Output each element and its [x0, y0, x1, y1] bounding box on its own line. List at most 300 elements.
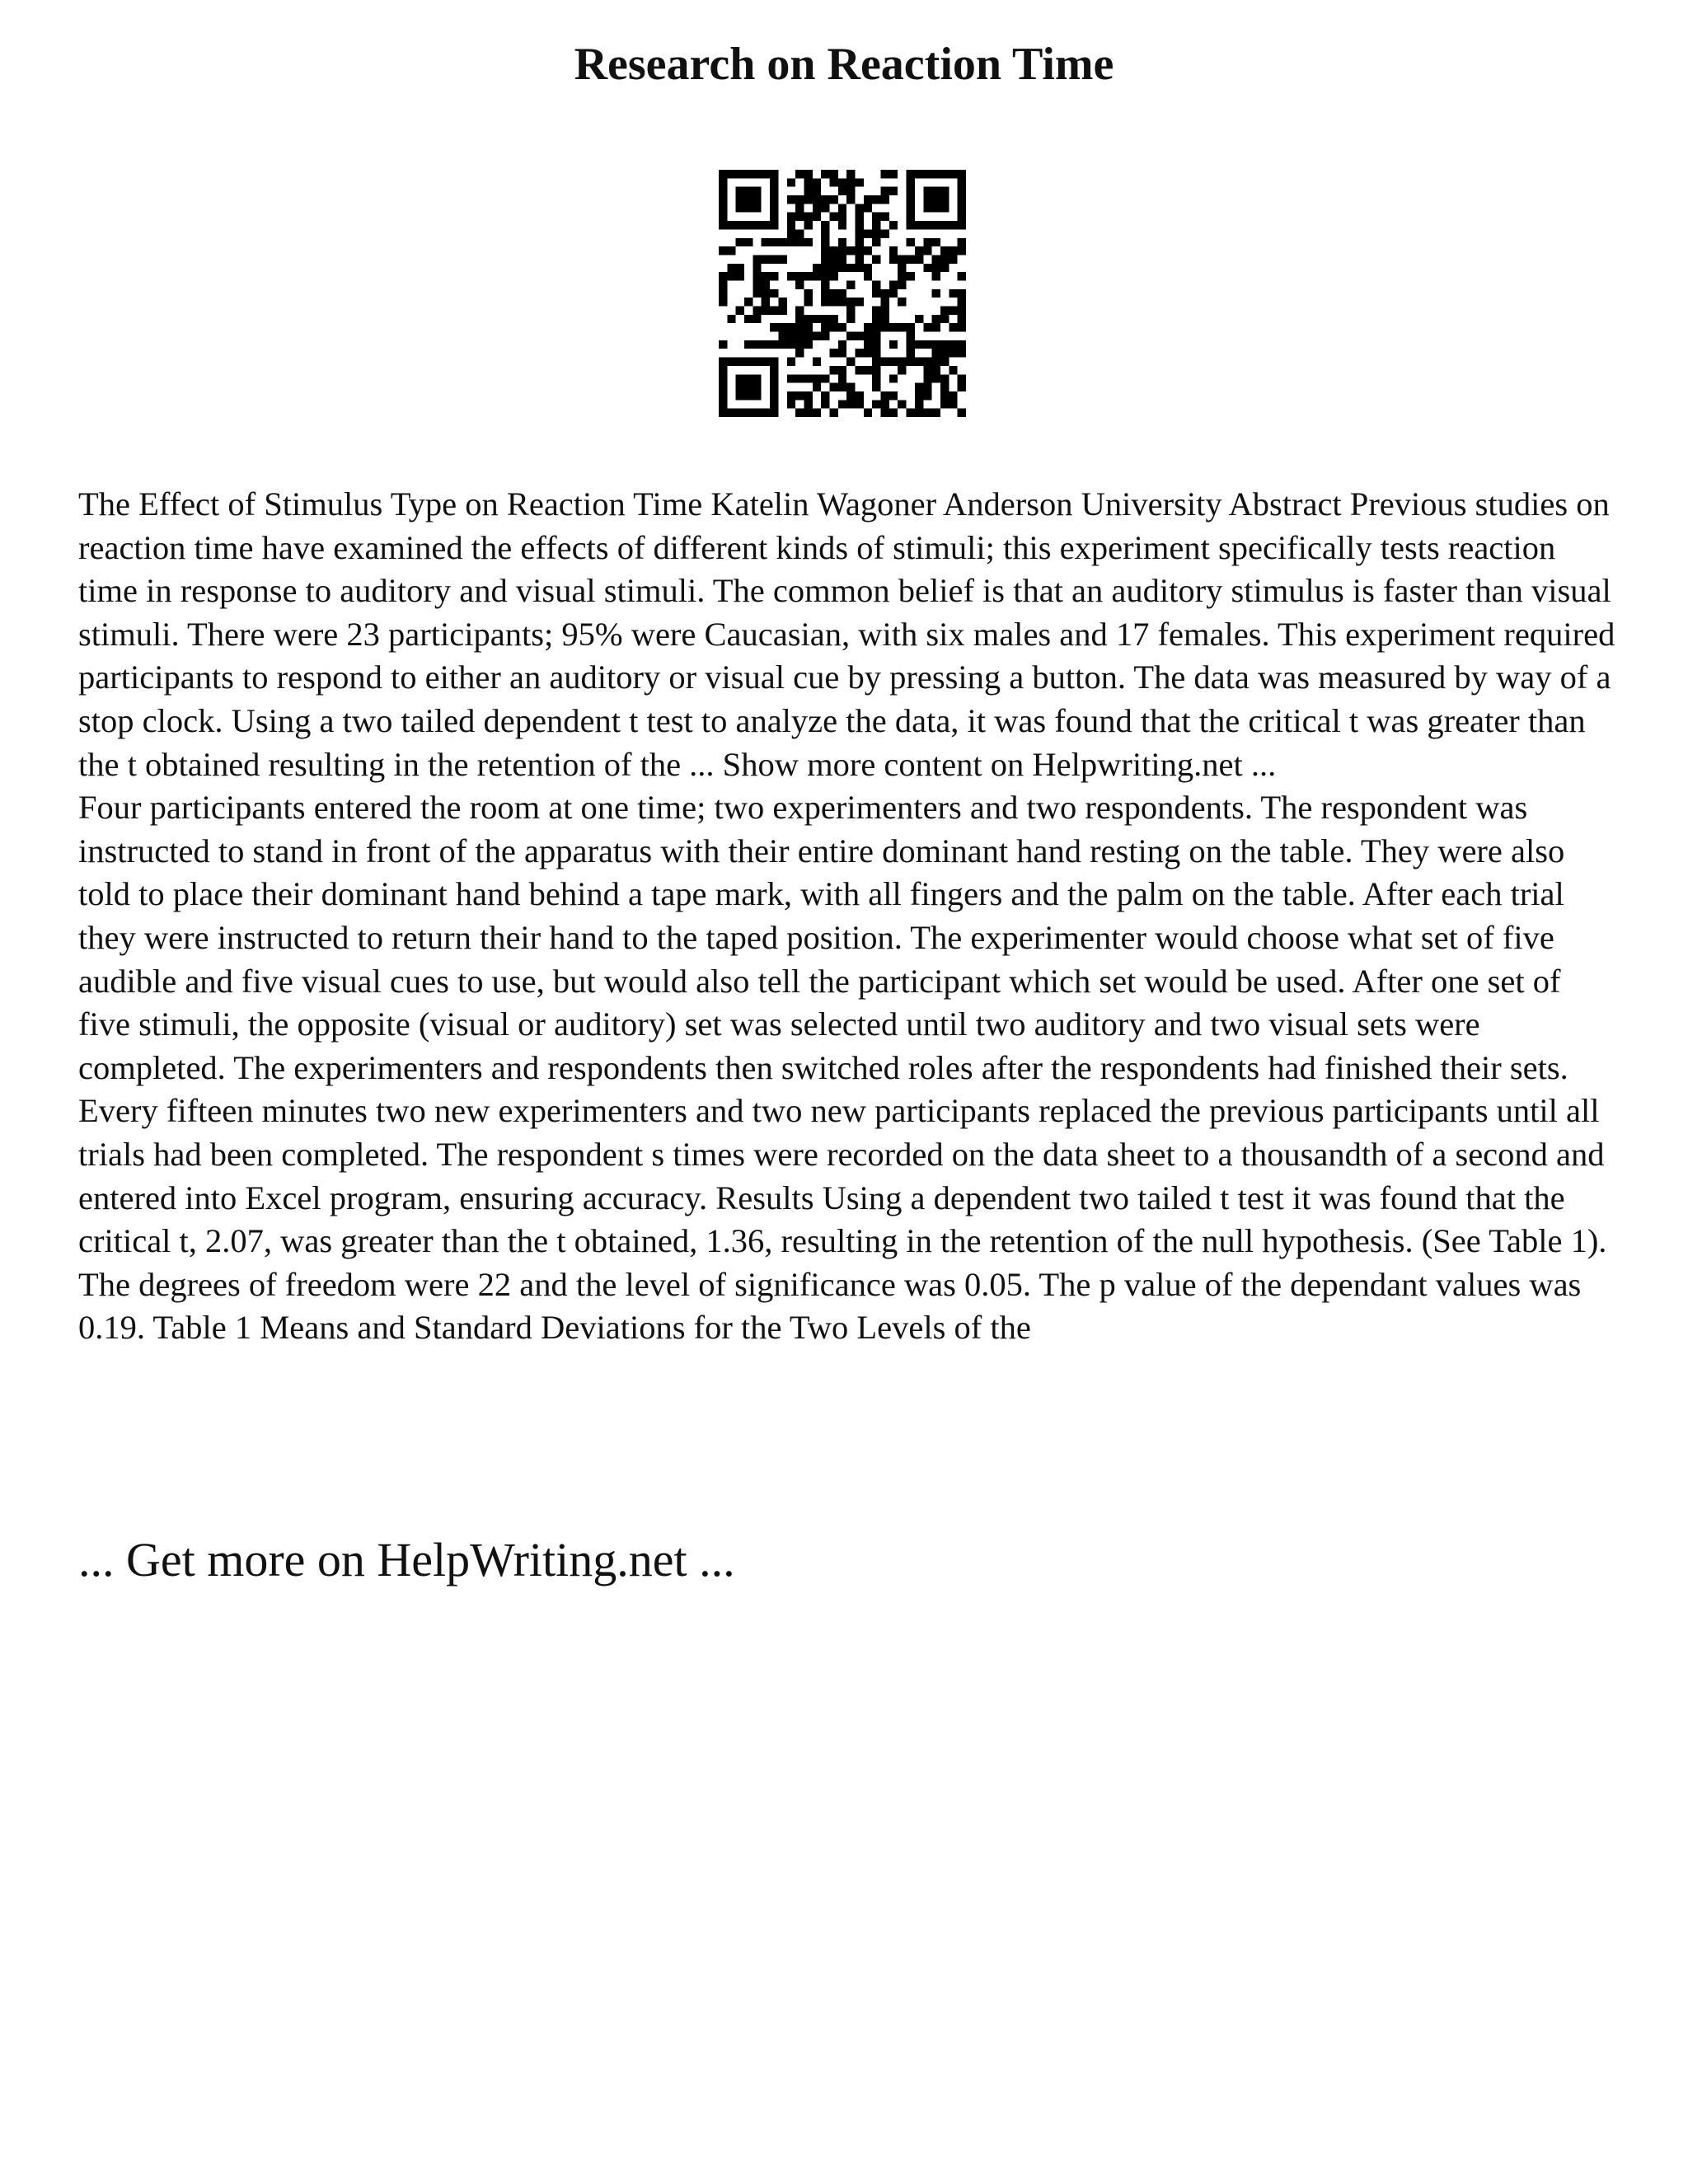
- qr-module: [864, 340, 872, 349]
- qr-module: [856, 246, 864, 255]
- qr-module: [762, 358, 770, 366]
- qr-module: [787, 213, 795, 221]
- qr-module: [795, 307, 804, 315]
- qr-module: [872, 238, 880, 246]
- qr-module: [864, 204, 872, 212]
- qr-module: [719, 358, 727, 366]
- qr-module: [940, 187, 949, 195]
- qr-module: [856, 264, 864, 272]
- qr-module: [736, 187, 744, 195]
- qr-module: [770, 340, 778, 349]
- qr-module: [889, 255, 898, 263]
- qr-module: [753, 221, 761, 229]
- qr-module: [864, 272, 872, 280]
- qr-module: [795, 213, 804, 221]
- qr-module: [958, 213, 966, 221]
- qr-module: [829, 349, 837, 357]
- qr-module: [787, 391, 795, 400]
- qr-module: [762, 298, 770, 306]
- qr-module: [907, 255, 915, 263]
- qr-module: [898, 400, 906, 408]
- qr-module: [727, 246, 735, 255]
- qr-module: [736, 409, 744, 417]
- qr-module: [804, 195, 812, 204]
- qr-module: [813, 204, 821, 212]
- qr-module: [770, 391, 778, 400]
- qr-module: [787, 340, 795, 349]
- qr-module: [889, 280, 898, 288]
- qr-module: [821, 323, 829, 331]
- qr-module: [881, 289, 889, 298]
- qr-module: [907, 187, 915, 195]
- qr-module: [736, 374, 744, 382]
- qr-module: [770, 366, 778, 374]
- qr-module: [856, 221, 864, 229]
- qr-module: [856, 298, 864, 306]
- qr-module: [872, 340, 880, 349]
- qr-module: [753, 255, 761, 263]
- qr-module: [958, 409, 966, 417]
- qr-module: [770, 195, 778, 204]
- qr-module: [795, 272, 804, 280]
- qr-module: [762, 307, 770, 315]
- qr-module: [719, 246, 727, 255]
- qr-module: [770, 383, 778, 391]
- qr-module: [727, 358, 735, 366]
- qr-module: [727, 315, 735, 323]
- qr-module: [753, 280, 761, 288]
- qr-module: [821, 170, 829, 178]
- qr-module: [744, 170, 753, 178]
- qr-module: [932, 323, 940, 331]
- qr-module: [838, 366, 846, 374]
- qr-module: [770, 204, 778, 212]
- qr-module: [838, 323, 846, 331]
- qr-module: [889, 289, 898, 298]
- qr-module: [719, 272, 727, 280]
- qr-module: [881, 400, 889, 408]
- qr-module: [940, 400, 949, 408]
- qr-module: [856, 391, 864, 400]
- qr-module: [881, 298, 889, 306]
- qr-module: [907, 409, 915, 417]
- qr-module: [753, 187, 761, 195]
- qr-module: [915, 383, 923, 391]
- qr-module: [907, 221, 915, 229]
- qr-module: [923, 383, 931, 391]
- qr-module: [795, 195, 804, 204]
- qr-module: [778, 340, 786, 349]
- qr-module: [762, 409, 770, 417]
- qr-module: [813, 383, 821, 391]
- qr-module: [932, 366, 940, 374]
- qr-module: [846, 187, 855, 195]
- qr-module: [821, 195, 829, 204]
- qr-module: [958, 187, 966, 195]
- qr-module: [932, 195, 940, 204]
- qr-module: [838, 374, 846, 382]
- qr-module: [856, 229, 864, 237]
- qr-module: [719, 280, 727, 288]
- qr-code-icon: [719, 170, 966, 417]
- qr-module: [744, 358, 753, 366]
- qr-module: [838, 264, 846, 272]
- qr-module: [778, 298, 786, 306]
- qr-module: [856, 366, 864, 374]
- qr-module: [744, 383, 753, 391]
- qr-module: [898, 264, 906, 272]
- qr-module: [872, 289, 880, 298]
- qr-module: [864, 229, 872, 237]
- qr-module: [753, 204, 761, 212]
- qr-module: [829, 255, 837, 263]
- qr-module: [949, 307, 957, 315]
- qr-module: [719, 391, 727, 400]
- qr-module: [770, 221, 778, 229]
- qr-module: [958, 221, 966, 229]
- qr-module: [940, 391, 949, 400]
- qr-module: [719, 409, 727, 417]
- qr-module: [856, 213, 864, 221]
- qr-module: [915, 391, 923, 400]
- qr-module: [846, 298, 855, 306]
- qr-module: [719, 289, 727, 298]
- qr-module: [813, 195, 821, 204]
- qr-module: [787, 332, 795, 340]
- qr-module: [923, 358, 931, 366]
- qr-module: [881, 213, 889, 221]
- qr-module: [795, 349, 804, 357]
- qr-module: [838, 298, 846, 306]
- qr-module: [753, 272, 761, 280]
- qr-module: [770, 187, 778, 195]
- qr-module: [915, 315, 923, 323]
- qr-module: [821, 280, 829, 288]
- qr-module: [770, 400, 778, 408]
- qr-module: [795, 323, 804, 331]
- qr-module: [787, 238, 795, 246]
- qr-module: [770, 409, 778, 417]
- qr-module: [923, 187, 931, 195]
- qr-module: [753, 374, 761, 382]
- qr-module: [787, 374, 795, 382]
- qr-module: [940, 349, 949, 357]
- qr-module: [813, 374, 821, 382]
- qr-module: [889, 340, 898, 349]
- qr-module: [846, 383, 855, 391]
- qr-module: [838, 204, 846, 212]
- qr-module: [949, 323, 957, 331]
- qr-module: [846, 170, 855, 178]
- qr-module: [795, 229, 804, 237]
- qr-module: [940, 358, 949, 366]
- qr-module: [872, 255, 880, 263]
- qr-module: [881, 229, 889, 237]
- qr-module: [787, 272, 795, 280]
- qr-module: [795, 238, 804, 246]
- qr-module: [915, 409, 923, 417]
- qr-module: [932, 272, 940, 280]
- qr-module: [932, 221, 940, 229]
- qr-module: [770, 289, 778, 298]
- qr-module: [744, 340, 753, 349]
- qr-module: [744, 409, 753, 417]
- qr-module: [762, 280, 770, 288]
- qr-module: [753, 315, 761, 323]
- qr-module: [872, 221, 880, 229]
- qr-module: [846, 391, 855, 400]
- qr-module: [846, 332, 855, 340]
- qr-module: [864, 246, 872, 255]
- qr-module: [770, 323, 778, 331]
- qr-module: [719, 170, 727, 178]
- qr-module: [804, 332, 812, 340]
- paragraph-abstract: The Effect of Stimulus Type on Reaction Time Katelin Wagoner Anderson University Abstract Previous studies on reaction time have examined the effects of different kinds of stimuli; this experiment specifically tests reaction time in response to auditory and visual stimuli. The common belief is that an auditory stimulus is faster than visual stimuli. There were 23 participants; 95% were Caucasian, with six males and 17 females. This experiment required participants to respond to either an auditory or visual cue by pressing a button. The data was measured by way of a stop clock. Using a two tailed dependent t test to analyze the data, it was found that the critical t was greater than the t obtained resulting in the retention of the ... Show more content on Helpwriting.net ...: [78, 485, 1615, 783]
- qr-module: [949, 340, 957, 349]
- qr-module: [856, 238, 864, 246]
- qr-module: [804, 323, 812, 331]
- qr-module: [821, 255, 829, 263]
- qr-module: [838, 383, 846, 391]
- qr-module: [736, 307, 744, 315]
- qr-module: [958, 204, 966, 212]
- qr-module: [864, 264, 872, 272]
- qr-module: [958, 323, 966, 331]
- qr-module: [958, 170, 966, 178]
- qr-module: [719, 213, 727, 221]
- qr-module: [949, 391, 957, 400]
- qr-module: [846, 178, 855, 186]
- qr-module: [829, 289, 837, 298]
- qr-module: [932, 187, 940, 195]
- qr-module: [846, 264, 855, 272]
- qr-module: [872, 374, 880, 382]
- qr-module: [846, 358, 855, 366]
- qr-module: [949, 289, 957, 298]
- qr-module: [872, 323, 880, 331]
- qr-module: [813, 178, 821, 186]
- qr-module: [753, 340, 761, 349]
- qr-module: [778, 323, 786, 331]
- qr-module: [889, 409, 898, 417]
- qr-module: [932, 340, 940, 349]
- qr-module: [864, 349, 872, 357]
- qr-module: [898, 358, 906, 366]
- qr-module: [821, 298, 829, 306]
- qr-module: [846, 400, 855, 408]
- qr-module: [753, 307, 761, 315]
- qr-module: [923, 204, 931, 212]
- qr-module: [770, 307, 778, 315]
- qr-module: [915, 400, 923, 408]
- qr-module: [932, 264, 940, 272]
- qr-module: [907, 272, 915, 280]
- qr-module: [787, 178, 795, 186]
- qr-module: [744, 221, 753, 229]
- qr-module: [923, 246, 931, 255]
- qr-module: [923, 340, 931, 349]
- qr-module: [915, 340, 923, 349]
- qr-module: [719, 195, 727, 204]
- qr-module: [856, 178, 864, 186]
- qr-module: [778, 332, 786, 340]
- qr-module: [821, 315, 829, 323]
- qr-module: [804, 272, 812, 280]
- qr-module: [821, 400, 829, 408]
- qr-module: [872, 366, 880, 374]
- qr-module: [958, 307, 966, 315]
- qr-module: [762, 238, 770, 246]
- qr-module: [958, 289, 966, 298]
- qr-module: [872, 195, 880, 204]
- qr-module: [838, 221, 846, 229]
- qr-module: [804, 409, 812, 417]
- qr-module: [821, 246, 829, 255]
- qr-module: [727, 170, 735, 178]
- qr-module: [898, 280, 906, 288]
- qr-module: [932, 409, 940, 417]
- qr-module: [770, 178, 778, 186]
- qr-module: [889, 221, 898, 229]
- qr-module: [829, 246, 837, 255]
- qr-module: [821, 391, 829, 400]
- qr-module: [744, 204, 753, 212]
- qr-module: [838, 178, 846, 186]
- qr-module: [736, 358, 744, 366]
- qr-module: [762, 340, 770, 349]
- qr-module: [821, 332, 829, 340]
- qr-module: [932, 358, 940, 366]
- qr-module: [795, 280, 804, 288]
- qr-module: [898, 255, 906, 263]
- qr-module: [889, 374, 898, 382]
- qr-module: [932, 315, 940, 323]
- qr-module: [889, 323, 898, 331]
- qr-module: [813, 264, 821, 272]
- qr-module: [907, 323, 915, 331]
- qr-module: [889, 170, 898, 178]
- qr-module: [838, 238, 846, 246]
- qr-module: [940, 246, 949, 255]
- qr-module: [915, 358, 923, 366]
- qr-module: [898, 366, 906, 374]
- qr-module: [753, 383, 761, 391]
- qr-module: [907, 213, 915, 221]
- qr-module: [958, 315, 966, 323]
- qr-module: [821, 204, 829, 212]
- get-more-link[interactable]: ... Get more on HelpWriting.net ...: [78, 1533, 735, 1586]
- qr-module: [940, 315, 949, 323]
- qr-module: [932, 255, 940, 263]
- qr-module: [940, 374, 949, 382]
- qr-module: [872, 332, 880, 340]
- qr-module: [846, 307, 855, 315]
- qr-module: [744, 195, 753, 204]
- qr-module: [864, 332, 872, 340]
- qr-module: [829, 366, 837, 374]
- qr-module: [829, 195, 837, 204]
- qr-module: [940, 264, 949, 272]
- qr-module: [846, 246, 855, 255]
- qr-module: [932, 238, 940, 246]
- qr-module: [907, 195, 915, 204]
- qr-module: [838, 340, 846, 349]
- qr-module: [813, 187, 821, 195]
- qr-module: [889, 358, 898, 366]
- qr-module: [881, 187, 889, 195]
- qr-module: [864, 366, 872, 374]
- qr-module: [753, 170, 761, 178]
- qr-module: [856, 255, 864, 263]
- qr-module: [719, 340, 727, 349]
- qr-module: [727, 221, 735, 229]
- qr-module: [762, 221, 770, 229]
- qr-module: [907, 349, 915, 357]
- qr-module: [753, 409, 761, 417]
- qr-module: [744, 298, 753, 306]
- qr-module: [753, 289, 761, 298]
- qr-module: [898, 272, 906, 280]
- qr-module: [958, 272, 966, 280]
- qr-module: [881, 315, 889, 323]
- qr-module: [795, 409, 804, 417]
- qr-module: [804, 400, 812, 408]
- qr-module: [949, 400, 957, 408]
- qr-module: [923, 195, 931, 204]
- qr-module: [770, 358, 778, 366]
- qr-module: [872, 400, 880, 408]
- qr-module: [736, 272, 744, 280]
- qr-module: [932, 289, 940, 298]
- qr-module: [736, 195, 744, 204]
- qr-module: [829, 178, 837, 186]
- qr-module: [881, 391, 889, 400]
- qr-module: [958, 340, 966, 349]
- qr-module: [846, 195, 855, 204]
- qr-module: [958, 298, 966, 306]
- qr-module: [932, 204, 940, 212]
- qr-module: [736, 204, 744, 212]
- qr-module: [889, 391, 898, 400]
- qr-module: [795, 391, 804, 400]
- paragraph-method: Four participants entered the room at one time; two experimenters and two respondents. The respondent was instructed to stand in front of the apparatus with their entire dominant hand resting on the table. They were also told to place their dominant hand behind a tape mark, with all fingers and the palm on the table. After each trial they were instructed to return their hand to the taped position. The experimenter would choose what set of five audible and five visual cues to use, but would also tell the participant which set would be used. After one set of five stimuli, the opposite (visual or auditory) set was selected until two auditory and two visual sets were completed. The experimenters and respondents then switched roles after the respondents had finished their sets. Every fifteen minutes two new experimenters and two new participants replaced the previous participants until all trials had been completed. The respondent s times were recorded on the data sheet to a thousandth of a second and entered into Excel program, ensuring accuracy. Results Using a dependent two tailed t test it was found that the critical t, 2.07, was greater than the t obtained, 1.36, resulting in the retention of the null hypothesis. (See Table 1). The degrees of freedom were 22 and the level of significance was 0.05. The p value of the dependant values was 0.19. Table 1 Means and Standard Deviations for the Two Levels of the: [78, 789, 1607, 1347]
- qr-module: [821, 221, 829, 229]
- qr-module: [907, 178, 915, 186]
- qr-module: [787, 195, 795, 204]
- qr-module: [915, 255, 923, 263]
- qr-module: [744, 374, 753, 382]
- qr-module: [958, 178, 966, 186]
- qr-module: [923, 238, 931, 246]
- qr-module: [881, 358, 889, 366]
- qr-module: [719, 383, 727, 391]
- qr-module: [940, 340, 949, 349]
- qr-module: [907, 204, 915, 212]
- qr-module: [949, 255, 957, 263]
- qr-module: [940, 307, 949, 315]
- qr-module: [949, 246, 957, 255]
- qr-module: [932, 349, 940, 357]
- qr-module: [736, 170, 744, 178]
- qr-module: [940, 204, 949, 212]
- qr-module: [864, 323, 872, 331]
- qr-module: [787, 323, 795, 331]
- qr-module: [829, 409, 837, 417]
- page-title: Research on Reaction Time: [574, 39, 1114, 90]
- qr-module: [958, 349, 966, 357]
- qr-module: [907, 238, 915, 246]
- qr-module: [881, 307, 889, 315]
